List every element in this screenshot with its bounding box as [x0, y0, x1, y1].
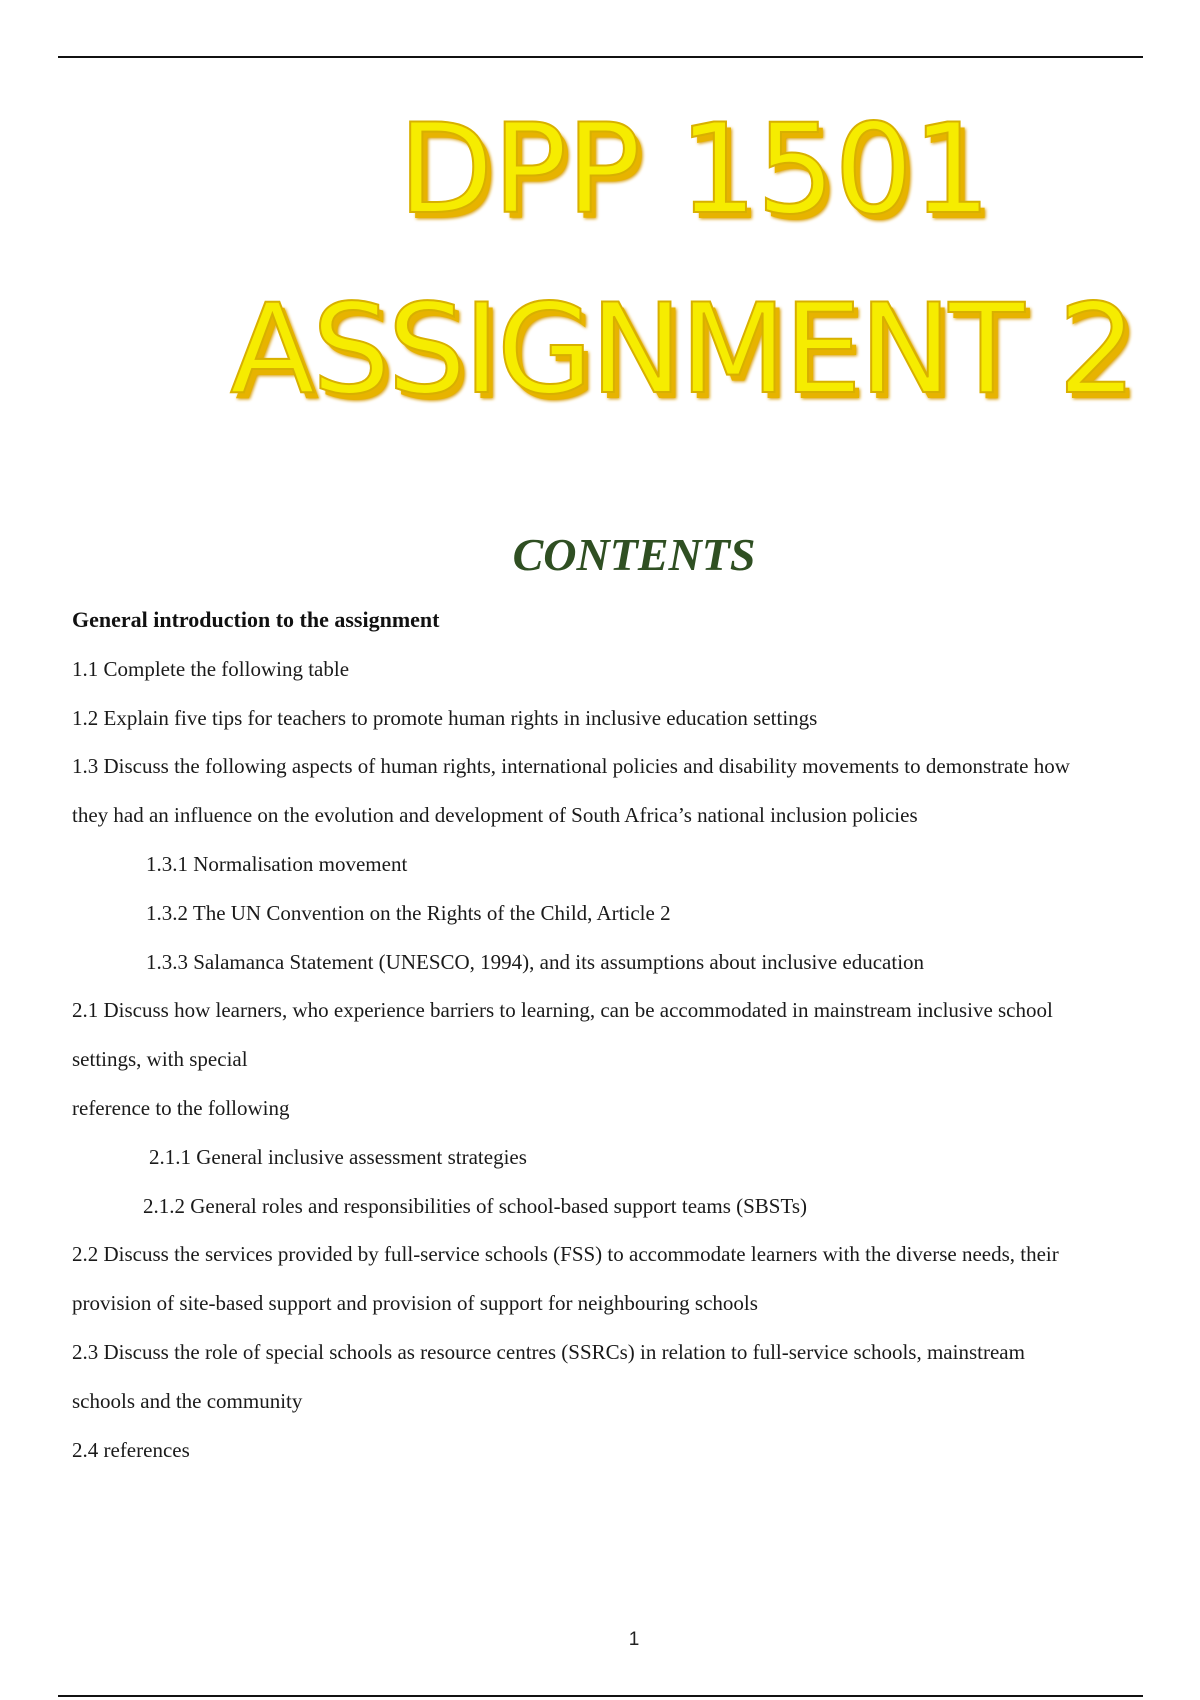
toc-item-1-1: 1.1 Complete the following table [72, 656, 350, 681]
page-number: 1 [628, 1629, 640, 1650]
bottom-rule [58, 1695, 1143, 1697]
toc-item-2-3-continued: schools and the community [72, 1388, 303, 1413]
toc-item-2-1: 2.1 Discuss how learners, who experience barriers to learning, can be accommodated in mainstream inclusive school [72, 998, 1053, 1023]
toc-item-2-1-1: 2.1.1 General inclusive assessment strategies [149, 1144, 527, 1169]
toc-item-1-3-1: 1.3.1 Normalisation movement [146, 851, 408, 876]
toc-item-2-2: 2.2 Discuss the services provided by full-service schools (FSS) to accommodate learners with the diverse needs, their [72, 1242, 1059, 1267]
toc-item-2-3: 2.3 Discuss the role of special schools as resource centres (SSRCs) in relation to full-service schools, mainstream [72, 1339, 1025, 1364]
cover-title-line-1: DPP 1501 [398, 98, 991, 242]
cover-title-line-2: ASSIGNMENT 2 [230, 278, 1134, 422]
toc-item-1-3-3: 1.3.3 Salamanca Statement (UNESCO, 1994), and its assumptions about inclusive education [146, 949, 925, 974]
toc-item-2-4: 2.4 references [72, 1437, 190, 1462]
contents-heading: CONTENTS [512, 529, 756, 580]
toc-item-2-1-continued-2: reference to the following [72, 1095, 290, 1120]
toc-item-1-3-2: 1.3.2 The UN Convention on the Rights of the Child, Article 2 [146, 900, 671, 925]
table-of-contents [72, 604, 1152, 1482]
toc-item-1-2: 1.2 Explain five tips for teachers to promote human rights in inclusive education settings [72, 705, 818, 730]
toc-item-1-3-continued: they had an influence on the evolution and development of South Africa’s national inclusion policies [72, 803, 918, 828]
top-rule [58, 56, 1143, 58]
toc-item-2-1-2: 2.1.2 General roles and responsibilities of school-based support teams (SBSTs) [143, 1193, 808, 1218]
toc-item-2-1-continued: settings, with special [72, 1047, 248, 1072]
toc-item-1-3: 1.3 Discuss the following aspects of human rights, international policies and disability movements to demonstrate how [72, 754, 1070, 779]
toc-item-2-2-continued: provision of site-based support and provision of support for neighbouring schools [72, 1291, 758, 1316]
toc-item-general-introduction: General introduction to the assignment [72, 607, 440, 632]
